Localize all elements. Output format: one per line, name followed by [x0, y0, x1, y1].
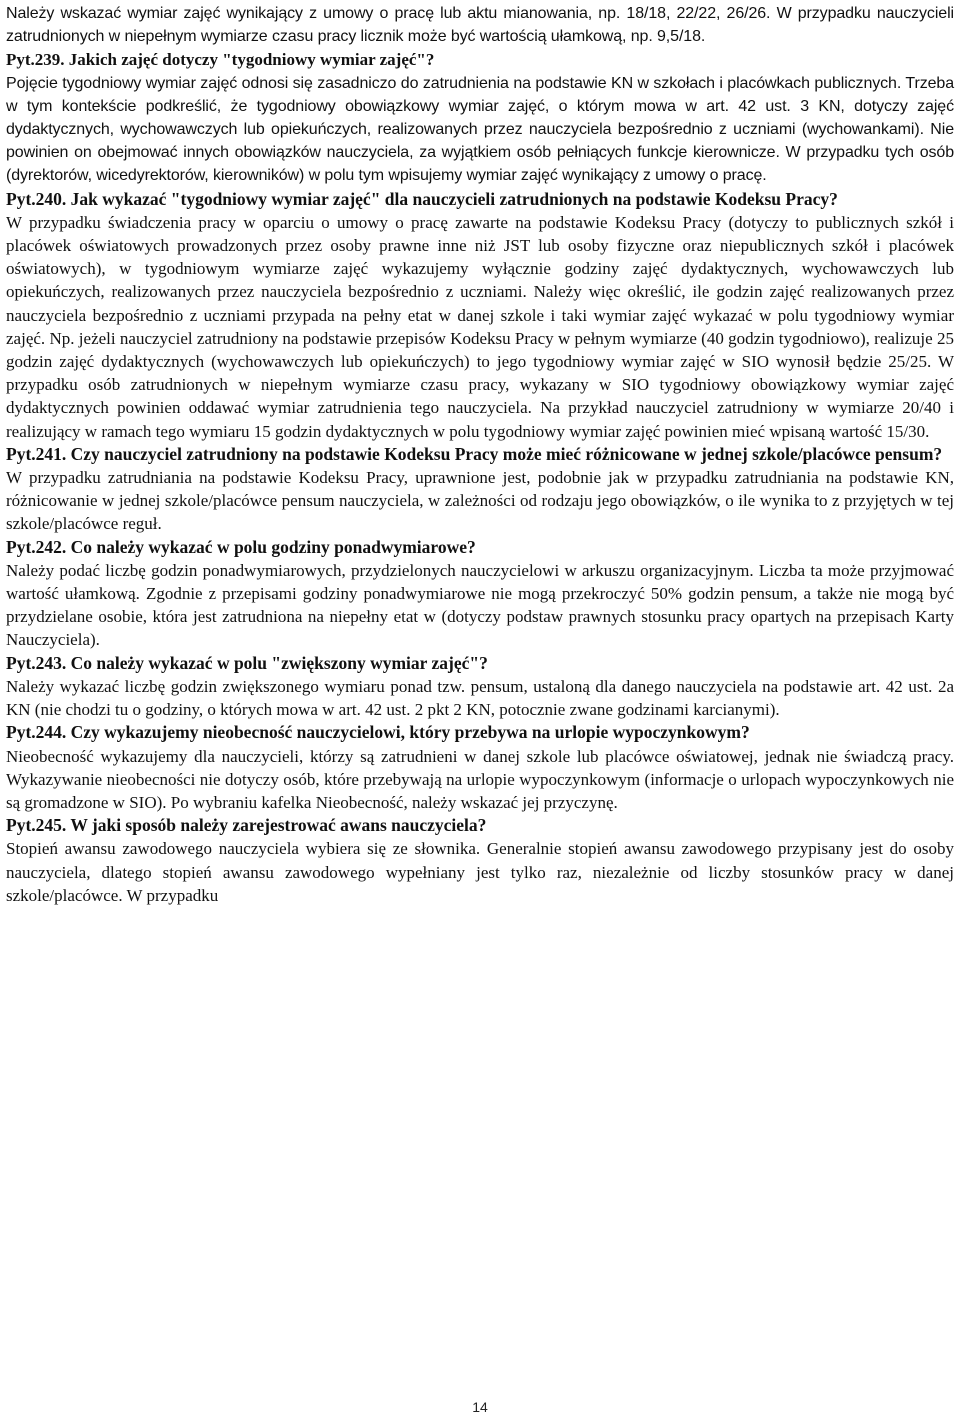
question-239 [6, 48, 954, 187]
question-244-answer: Nieobecność wykazujemy dla nauczycieli, którzy są zatrudnieni w danej szkole lub placówce oświatowej, jednak nie świadczą pracy. Wykazywanie nieobecności nie dotyczy osób, które przebywają na urlopie wypoczynkowym (informacje o urlopach wypoczynkowych nie są gromadzone w SIO). Po wybraniu kafelka Nieobecność, należy wskazać jej przyczynę. [6, 746, 954, 812]
question-245-answer: Stopień awansu zawodowego nauczyciela wybiera się ze słownika. Generalnie stopień awansu zawodowego przypisany jest do osoby nauczyciela, dlatego stopień awansu zawodowego wypełniany jest tylko raz, niezależnie od liczby stosunków pracy w danej szkole/placówce. W przypadku [6, 839, 954, 905]
question-242 [6, 536, 954, 652]
question-243 [6, 652, 954, 722]
question-241 [6, 443, 954, 536]
document-page [6, 2, 954, 907]
question-241-title: Pyt.241. Czy nauczyciel zatrudniony na podstawie Kodeksu Pracy może mieć różnicowane w jednej szkole/placówce pensum? [6, 443, 943, 464]
question-243-answer: Należy wykazać liczbę godzin zwiększonego wymiaru ponad tzw. pensum, ustaloną dla danego nauczyciela na podstawie art. 42 ust. 2a KN (nie chodzi tu o godziny, o których mowa w art. 42 ust. 2 pkt 2 KN, potocznie zwane godzinami karcianymi). [6, 676, 954, 720]
question-242-answer: Należy podać liczbę godzin ponadwymiarowych, przydzielonych nauczycielowi w arkuszu organizacyjnym. Liczba ta może przyjmować wartość ułamkową. Zgodnie z przepisami godziny ponadwymiarowe nie mogą przekroczyć 50% godzin pensum, a także nie mogą być przydzielane osobie, która jest zatrudniona na niepełny etat w (dotyczy podstaw prawnych stosunku pracy opartych na przepisach Karty Nauczyciela). [6, 560, 954, 650]
question-241-answer: W przypadku zatrudniania na podstawie Kodeksu Pracy, uprawnione jest, podobnie jak w przypadku zatrudniania na podstawie KN, różnicowanie w jednej szkole/placówce pensum nauczyciela, w zależności od rodzaju jego obowiązków, o ile wynika to z przyjętych w tej szkole/placówce reguł. [6, 468, 954, 534]
question-244 [6, 721, 954, 814]
question-242-title: Pyt.242. Co należy wykazać w polu godziny ponadwymiarowe? [6, 536, 476, 557]
question-244-title: Pyt.244. Czy wykazujemy nieobecność nauczycielowi, który przebywa na urlopie wypoczynkowym? [6, 722, 750, 743]
question-240-title: Pyt.240. Jak wykazać "tygodniowy wymiar zajęć" dla nauczycieli zatrudnionych na podstawie Kodeksu Pracy? [6, 188, 838, 209]
question-240-answer: W przypadku świadczenia pracy w oparciu o umowy o pracę zawarte na podstawie Kodeksu Pracy (dotyczy to publicznych szkół i placówek oświatowych prowadzonych przez osoby prawne inne niż JST lub osoby fizyczne oraz niepublicznych szkół i placówek oświatowych), w tygodniowym wymiarze zajęć wykazujemy wyłącznie godziny zajęć dydaktycznych, wychowawczych lub opiekuńczych, realizowanych przez nauczyciela bezpośrednio z uczniami. Należy więc określić, ile godzin zajęć realizowanych przez nauczyciela bezpośrednio z uczniami przypada na pełny etat w danej szkole i taki wymiar zajęć wykazać w polu tygodniowy wymiar zajęć. Np. jeżeli nauczyciel zatrudniony na podstawie przepisów Kodeksu Pracy w pełnym wymiarze (40 godzin tygodniowo), realizuje 25 godzin zajęć dydaktycznych (wychowawczych lub opiekuńczych) to jego tygodniowy wymiar zajęć w SIO wynosił będzie 25/25. W przypadku osób zatrudnionych w niepełnym wymiarze czasu pracy, wykazany w SIO tygodniowy obowiązkowy wymiar zajęć dydaktycznych powinien oddawać wymiar zatrudnienia tego nauczyciela. Na przykład nauczyciel zatrudniony w wymiarze 20/40 i realizujący w ramach tego wymiaru 15 godzin dydaktycznych w polu tygodniowy wymiar zajęć powinien mieć wpisaną wartość 15/30. [6, 212, 954, 441]
question-245 [6, 814, 954, 907]
question-243-title: Pyt.243. Co należy wykazać w polu "zwiększony wymiar zajęć"? [6, 652, 488, 673]
question-239-title: Pyt.239. Jakich zajęć dotyczy "tygodniowy wymiar zajęć"? [6, 50, 435, 70]
page-number: 14 [472, 1399, 488, 1415]
question-240 [6, 188, 954, 443]
intro-paragraph: Należy wskazać wymiar zajęć wynikający z umowy o pracę lub aktu mianowania, np. 18/18, 22/22, 26/26. W przypadku nauczycieli zatrudnionych w niepełnym wymiarze czasu pracy licznik może być wartością ułamkową, np. 9,5/18. [6, 5, 954, 46]
question-239-answer: Pojęcie tygodniowy wymiar zajęć odnosi się zasadniczo do zatrudnienia na podstawie KN w szkołach i placówkach publicznych. Trzeba w tym kontekście podkreślić, że tygodniowy obowiązkowy wymiar zajęć, o którym mowa w art. 42 ust. 3 KN, dotyczy zajęć dydaktycznych, wychowawczych lub opiekuńczych, realizowanych przez nauczyciela bezpośrednio z uczniami (wychowankami). Nie powinien on obejmować innych obowiązków nauczyciela, za wyjątkiem osób pełniących funkcje kierownicze. W przypadku tych osób (dyrektorów, wicedyrektorów, kierowników) w polu tym wpisujemy wymiar zajęć wynikający z umowy o pracę. [6, 74, 954, 185]
question-245-title: Pyt.245. W jaki sposób należy zarejestrować awans nauczyciela? [6, 815, 487, 836]
